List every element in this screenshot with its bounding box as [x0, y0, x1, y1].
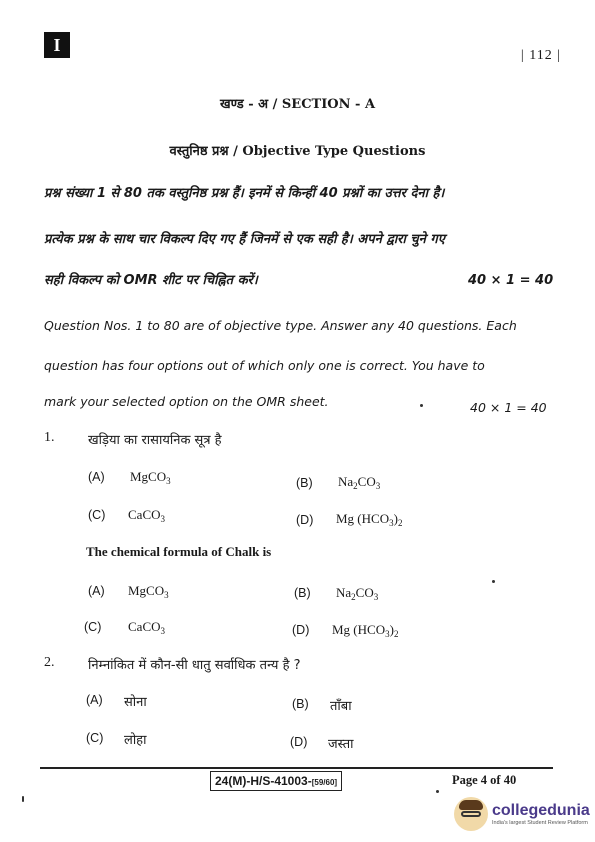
- option-value: MgCO$_3$: [128, 583, 169, 600]
- instruction-english-line-3: mark your selected option on the OMR sheet.: [44, 394, 329, 409]
- option-label: (A): [88, 470, 105, 484]
- option-value: Mg $(HCO_3)_2$: [336, 511, 403, 528]
- option-value: MgCO$_3$: [130, 469, 171, 486]
- footer-rule: [40, 767, 553, 769]
- paper-code: 24(M)-H/S-41003-[59/60]: [210, 771, 342, 791]
- option-value: $Na_2CO_3$: [336, 585, 379, 602]
- page-mark: | 112 |: [520, 48, 561, 63]
- option-label: (A): [86, 693, 103, 707]
- stray-mark: [22, 796, 24, 802]
- brand-tagline: India's largest Student Review Platform: [492, 820, 588, 826]
- instruction-hindi-line-3: सही विकल्प को OMR शीट पर चिह्नित करें।: [44, 273, 258, 288]
- option-label: (A): [88, 584, 105, 598]
- option-value: $Na_2CO_3$: [338, 474, 381, 491]
- option-label: (C): [84, 620, 102, 634]
- instruction-english-marks: 40 × 1 = 40: [470, 400, 547, 415]
- instruction-hindi-line-2: प्रत्येक प्रश्न के साथ चार विकल्प दिए गए हैं जिनमें से एक सही है। अपने द्वारा चुने गए: [44, 232, 445, 247]
- option-label: (D): [290, 735, 308, 749]
- question-text-hindi: खड़िया का रासायनिक सूत्र है: [88, 433, 222, 448]
- question-number: 1.: [44, 430, 55, 445]
- option-value: लोहा: [124, 733, 147, 748]
- option-label: (B): [292, 697, 309, 711]
- mascot-icon: [454, 797, 488, 831]
- option-value: CaCO$_3$: [128, 619, 165, 636]
- option-value: CaCO$_3$: [128, 507, 165, 524]
- instruction-hindi-line-1: प्रश्न संख्या 1 से 80 तक वस्तुनिष्ठ प्रश्न हैं। इनमें से किन्हीं 40 प्रश्नों का उत्तर देना है।: [44, 186, 445, 201]
- option-value: सोना: [124, 695, 147, 710]
- option-label: (B): [294, 586, 311, 600]
- brand-name: collegedunia: [492, 802, 590, 819]
- option-label: (D): [292, 623, 310, 637]
- stray-dot: [420, 404, 423, 407]
- option-label: (C): [86, 731, 104, 745]
- question-text-hindi: निम्नांकित में कौन-सी धातु सर्वाधिक तन्य है ?: [88, 658, 301, 673]
- option-value: ताँबा: [330, 699, 352, 714]
- question-number: 2.: [44, 655, 55, 670]
- option-value: जस्ता: [328, 737, 354, 752]
- option-label: (D): [296, 513, 314, 527]
- option-label: (B): [296, 476, 313, 490]
- question-text-english: The chemical formula of Chalk is: [86, 544, 272, 559]
- instruction-english-line-2: question has four options out of which only one is correct. You have to: [44, 358, 485, 373]
- instruction-english-line-1: Question Nos. 1 to 80 are of objective type. Answer any 40 questions. Each: [44, 318, 517, 333]
- option-value: Mg $(HCO_3)_2$: [332, 622, 399, 639]
- page-number: Page 4 of 40: [452, 773, 517, 787]
- instruction-hindi-marks: 40 × 1 = 40: [468, 273, 554, 288]
- collegedunia-watermark: [454, 797, 590, 831]
- section-title: खण्ड - अ / SECTION - A: [219, 97, 376, 112]
- stray-dot: [492, 580, 495, 583]
- section-subtitle: वस्तुनिष्ठ प्रश्न / Objective Type Questions: [169, 144, 426, 159]
- option-label: (C): [88, 508, 106, 522]
- paper-set-code: I: [44, 32, 70, 58]
- stray-dot: [436, 790, 439, 793]
